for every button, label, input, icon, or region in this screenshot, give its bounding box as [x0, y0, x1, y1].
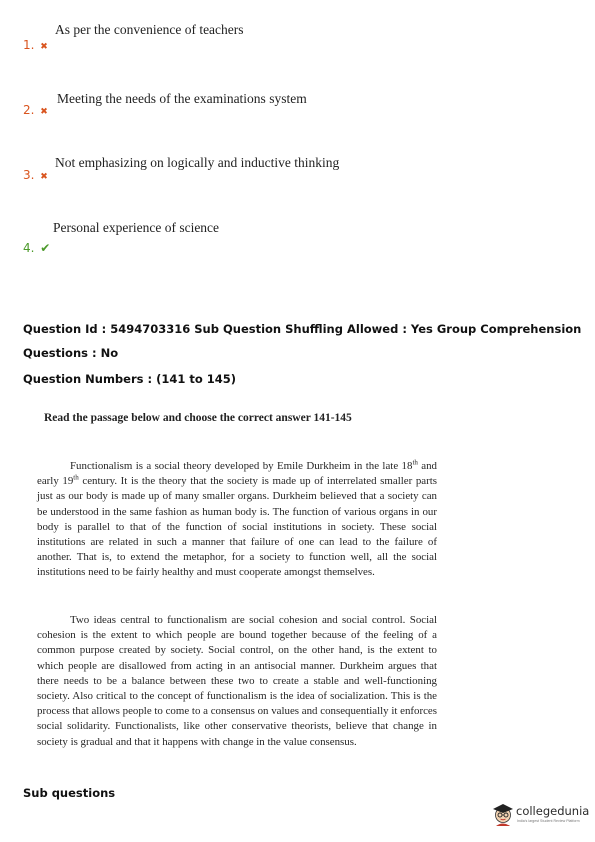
passage-instruction: Read the passage below and choose the correct answer 141-145 [44, 412, 352, 424]
option-number-label: 2. [23, 103, 35, 117]
question-id-line: Question Id : 5494703316 Sub Question Shuffling Allowed : Yes Group Comprehension [23, 322, 582, 336]
comprehension-questions-line: Questions : No [23, 346, 119, 360]
passage-paragraph-2: Two ideas central to functionalism are social cohesion and social control. Social cohesion is the extent to which people are bound together because of the feeling of a common purpose created by society. Social control, on the other hand, is the extent to which people are disallowed from acting in an antisocial manner. Durkheim argues that there needs to be a balance between these two to create a stable and well-functioning society. Also critical to the concept of functionalism is the idea of socialization. This is the process that allows people to come to a consensus on values and consequentially it enforces social solidarity. Functionalists, like other conservative theorists, believe that change in society is gradual and that it happens with change in the value consensus. [37, 614, 437, 748]
ordinal-superscript: th [412, 458, 418, 467]
option-4-number [23, 241, 50, 255]
passage-paragraph-1 [37, 459, 437, 581]
wrong-mark-icon: ✖ [40, 107, 48, 117]
logo-tagline: India's largest Student Review Platform [517, 819, 580, 823]
sub-questions-heading: Sub questions [23, 786, 116, 800]
option-number-label: 3. [23, 168, 35, 182]
option-number-label: 4. [23, 241, 35, 255]
passage-text: century. It is the theory that the society is made up of interrelated smaller parts just as our body is made up of many smaller organs. Durkheim believed that a society can be understood in the same fashion as human body is. The function of various organs in our body is parallel to that of the function of social institutions in society. These social institutions are related in such a manner that failure of one can lead to the failure of another. That is, to extend the metaphor, for a society to function well, all the social institutions need to be fairly healthy and must cooperate amongst themselves. [37, 475, 437, 579]
option-2-text: Meeting the needs of the examinations system [57, 91, 307, 106]
passage-text: and early 19 [37, 460, 437, 488]
collegedunia-logo [492, 801, 592, 831]
wrong-mark-icon: ✖ [40, 42, 48, 52]
option-2-number [23, 103, 48, 117]
ordinal-superscript: th [73, 473, 79, 482]
passage-text: Functionalism is a social theory developed by Emile Durkheim in the late 18 [70, 460, 413, 472]
logo-wordmark: collegedunia [516, 804, 590, 818]
option-1-number [23, 38, 48, 52]
wrong-mark-icon: ✖ [40, 172, 48, 182]
option-1-text: As per the convenience of teachers [55, 22, 244, 37]
option-3-number [23, 168, 48, 182]
option-4-text: Personal experience of science [53, 220, 220, 235]
option-3-text: Not emphasizing on logically and inductive thinking [55, 155, 340, 170]
question-numbers-line: Question Numbers : (141 to 145) [23, 372, 237, 386]
student-avatar-icon [492, 801, 514, 827]
correct-check-icon: ✔ [40, 241, 51, 255]
option-number-label: 1. [23, 38, 35, 52]
